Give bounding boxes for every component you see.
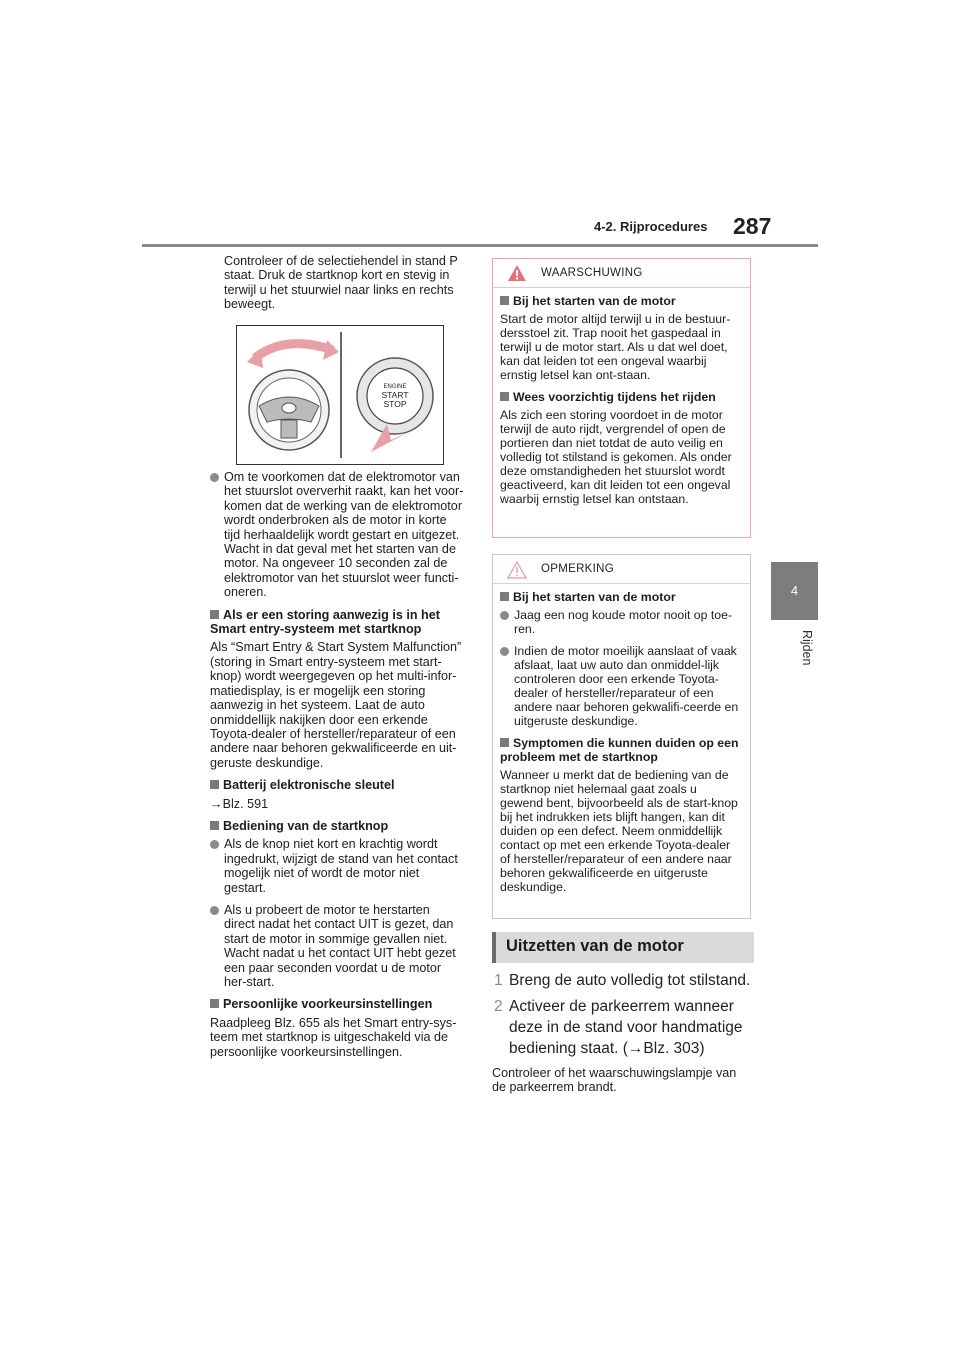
note-box	[492, 554, 751, 919]
section-title: 4-2. Rijprocedures	[594, 219, 708, 234]
note-text-2: Wanneer u merkt dat de bediening van de startknop niet helemaal gaat zoals u gewend bent, bijvoorbeeld als de start-knop bij het indrukken iets blijft hangen, kan dit duiden op een defect. Neem onmiddellijk contact op met een erkende Toyota-dealer of hersteller/reparateur of een andere naar behoren gekwalificeerde en uitgeruste deskundige.	[500, 768, 738, 894]
left-column	[210, 470, 464, 1067]
step-1: 1 Breng de auto volledig tot stilstand.	[494, 972, 751, 989]
warning-heading-2: Wees voorzichtig tijdens het rijden	[500, 390, 743, 404]
warning-text-2: Als zich een storing voordoet in de motor terwijl de auto rijdt, vergrendel of open de portieren dan niet totdat de auto veilig en volledig tot stilstand is gekomen. Als onder deze omstandigheden het stuurslot wordt geactiveerd, kan dit leiden tot een ongeval waarbij ernstig letsel kan ontstaan.	[500, 408, 732, 506]
ref-battery: →Blz. 591	[210, 796, 269, 811]
step-2: 2 Activeer de parkeerrem wanneer deze in de stand voor handmatige bediening staat. (→Blz. 303)	[494, 998, 743, 1057]
para-preferences: Raadpleeg Blz. 655 als het Smart entry-sys-teem met startknop is uitgeschakeld via de persoonlijke voorkeursinstellingen.	[210, 1015, 457, 1059]
header-rule	[142, 244, 818, 247]
steering-illustration	[237, 326, 443, 464]
heading-battery: Batterij elektronische sleutel	[210, 778, 464, 792]
para-smart-entry: Als “Smart Entry & Start System Malfunction” (storing in Smart entry-systeem met start-knop) wordt weergegeven op het multi-infor-matiedisplay, is er mogelijk een storing aanwezig in het systeem. Laat de auto onmiddellijk nakijken door een erkende Toyota-dealer of hersteller/reparateur of een andere naar behoren gekwalificeerde en uit-geruste deskundige.	[210, 640, 462, 770]
heading-start-button: Bediening van de startknop	[210, 819, 464, 833]
note-bullet-1: Jaag een nog koude motor nooit op toe-ren.	[500, 608, 743, 636]
caution-triangle-icon	[507, 561, 527, 579]
note-heading-1: Bij het starten van de motor	[500, 590, 743, 604]
start-text: START	[381, 390, 409, 400]
bullet-restart: Als u probeert de motor te herstarten direct nadat het contact UIT is gezet, dan start de motor in sommige gevallen niet. Wacht nadat u het contact UIT hebt gezet een paar seconden voordat u de motor her-start.	[210, 903, 464, 989]
chapter-label: Rijden	[800, 630, 814, 666]
note-heading-2: Symptomen die kunnen duiden op een probleem met de startknop	[500, 736, 739, 764]
warning-title: WAARSCHUWING	[541, 267, 643, 279]
bullet-steering-lock: Om te voorkomen dat de elektromotor van het stuurslot oververhit raakt, kan het voor-komen dat de werking van de elektromotor wordt onderbroken als de motor in korte tijd herhaaldelijk wordt gestart en uitgezet. Wacht in dat geval met het starten van de motor. Na ongeveer 10 seconden zal de elektromotor van het stuurslot weer functi-oneren.	[210, 470, 464, 600]
intro-text: Controleer of de selectiehendel in stand P staat. Druk de startknop kort en stevig in terwijl u het stuurwiel naar links en rechts beweegt.	[224, 254, 458, 312]
chapter-tab: 4	[771, 562, 818, 620]
warning-box	[492, 258, 751, 538]
heading-smart-entry: Als er een storing aanwezig is in het Smart entry-systeem met startknop	[210, 607, 440, 637]
engine-text: ENGINE	[383, 384, 407, 390]
note-bullet-2: Indien de motor moeilijk aanslaat of vaak afslaat, laat uw auto dan onmiddel-lijk controleren door een erkende Toyota-dealer of hersteller/reparateur of een andere naar behoren gekwalifi-ceerde en uitgeruste deskundige.	[500, 644, 743, 728]
stop-text: STOP	[383, 399, 407, 409]
footnote: Controleer of het waarschuwingslampje van de parkeerrem brandt.	[492, 1066, 737, 1095]
note-title: OPMERKING	[541, 563, 614, 575]
warning-text-1: Start de motor altijd terwijl u in de bestuur-dersstoel zit. Trap nooit het gaspedaal in terwijl u de motor start. Als u dat wel doet, kan dat leiden tot een ongeval waarbij ernstig letsel kan ont-staan.	[500, 312, 731, 382]
page-number: 287	[733, 213, 772, 239]
warning-heading-1: Bij het starten van de motor	[500, 294, 743, 308]
section-heading: Uitzetten van de motor	[492, 932, 754, 963]
rotate-arrow-icon	[255, 344, 333, 358]
heading-preferences: Persoonlijke voorkeursinstellingen	[210, 997, 464, 1011]
bullet-press-firmly: Als de knop niet kort en krachtig wordt ingedrukt, wijzigt de stand van het contact mogelijk niet of wordt de motor niet gestart.	[210, 837, 464, 895]
warning-triangle-icon	[507, 264, 527, 282]
figure	[236, 325, 444, 465]
